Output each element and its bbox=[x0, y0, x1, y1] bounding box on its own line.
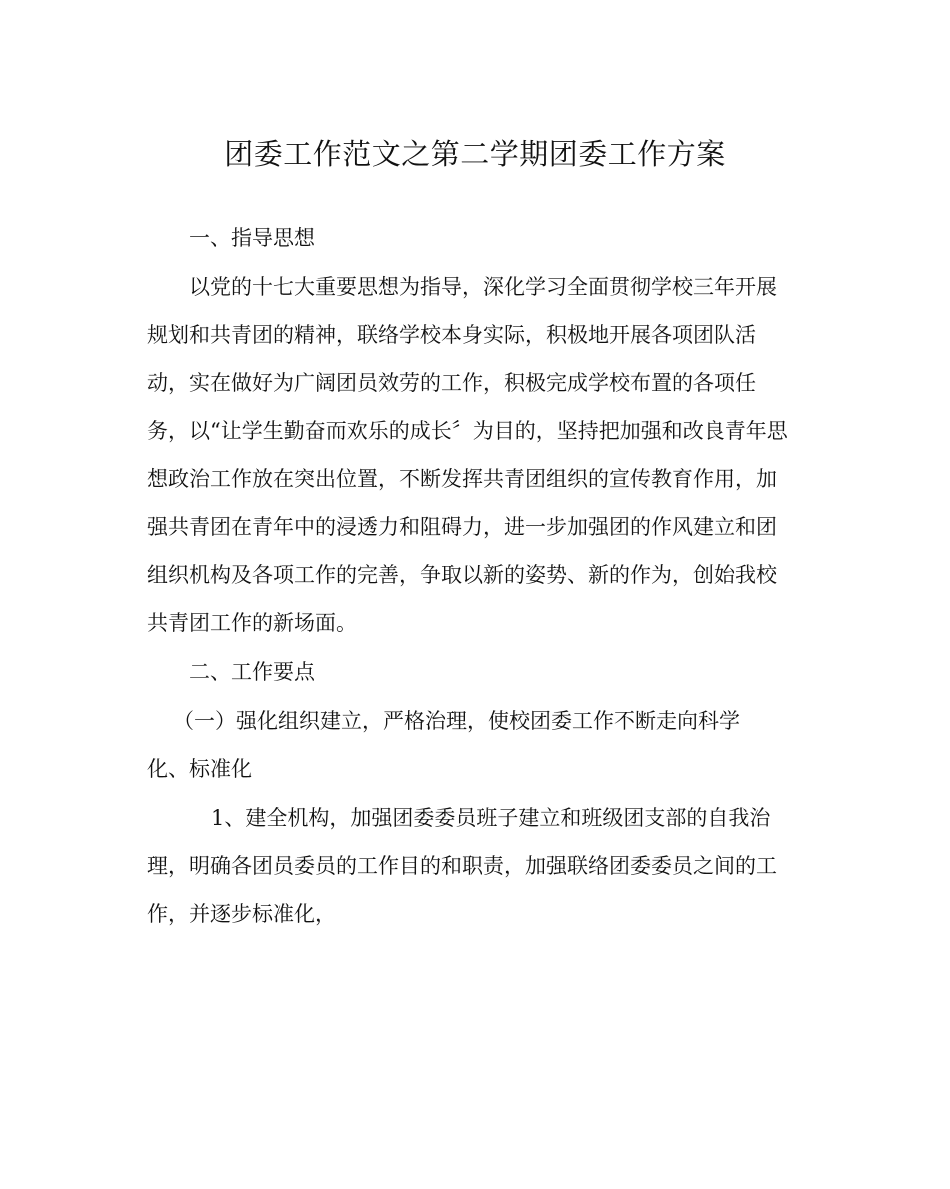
item-line: 1、建全机构，加强团委委员班子建立和班级团支部的自我治 bbox=[211, 806, 771, 830]
paragraph-line: 动，实在做好为广阔团员效劳的工作，积极完成学校布置的各项任 bbox=[147, 371, 756, 395]
section-heading-guiding-ideology: 一、指导思想 bbox=[189, 226, 315, 250]
paragraph-line: 规划和共青团的精神，联络学校本身实际，积极地开展各项团队活 bbox=[147, 323, 756, 347]
subsection-heading-line: 化、标准化 bbox=[147, 757, 252, 781]
item-line: 理，明确各团员委员的工作目的和职责，加强联络团委委员之间的工 bbox=[147, 854, 777, 878]
paragraph-line: 共青团工作的新场面。 bbox=[147, 611, 357, 635]
paragraph-line: 组织机构及各项工作的完善，争取以新的姿势、新的作为，创始我校 bbox=[147, 563, 777, 587]
paragraph-line: 想政治工作放在突出位置，不断发挥共青团组织的宣传教育作用，加 bbox=[147, 467, 777, 491]
paragraph-line: 务，以“让学生勤奋而欢乐的成长〞为目的，坚持把加强和改良青年思 bbox=[147, 419, 788, 443]
document-title: 团委工作范文之第二学期团委工作方案 bbox=[224, 137, 726, 171]
item-line: 作，并逐步标准化， bbox=[147, 902, 336, 926]
paragraph-line: 以党的十七大重要思想为指导，深化学习全面贯彻学校三年开展 bbox=[189, 275, 777, 299]
subsection-heading-line: （一）强化组织建立，严格治理，使校团委工作不断走向科学 bbox=[173, 709, 740, 733]
paragraph-line: 强共青团在青年中的浸透力和阻碍力，进一步加强团的作风建立和团 bbox=[147, 515, 777, 539]
section-heading-work-points: 二、工作要点 bbox=[189, 660, 315, 684]
